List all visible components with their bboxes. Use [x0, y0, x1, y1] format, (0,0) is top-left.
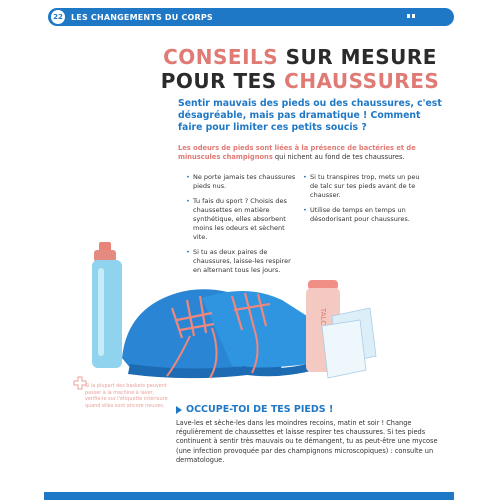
- tip-item: • Si tu as deux paires de chaussures, laisse-les respirer en alternant tous les jours.: [186, 248, 296, 275]
- title-word-conseils: CONSEILS: [163, 45, 279, 69]
- body-paragraph: Lave-les et sèche-les dans les moindres recoins, matin et soir ! Change régulièrement de chaussettes et laisse respirer tes chaussures. Si tes pieds continuent à sentir très mauvais ou te démangent, tu as peut-être une mycose (une infection provoquée par des champignons microscopiques) : consulte un dermatologue.: [176, 419, 438, 464]
- shoe-illustration: [82, 238, 378, 390]
- footer-bar: [44, 492, 454, 500]
- page-title: [150, 45, 450, 93]
- sneakers-icon: [122, 289, 317, 378]
- arrow-icon: [176, 406, 182, 414]
- intro-text: Sentir mauvais des pieds ou des chaussures, c'est désagréable, mais pas dramatique ! Comment faire pour limiter ces petits soucis ?: [178, 98, 442, 133]
- title-word-sur-mesure: SUR MESURE: [278, 45, 437, 69]
- lead-paragraph: [178, 144, 458, 162]
- title-word-pour-tes: POUR TES: [160, 69, 285, 93]
- title-word-chaussures: CHAUSSURES: [284, 69, 440, 93]
- side-note-text: Si la plupart des baskets peuvent passer à la machine à laver, vérifie-le sur l'étiquette intérieure quand elles sont encore neuves.: [85, 383, 168, 409]
- lead-highlight: Les odeurs de pieds sont liées à la présence de bactéries et de minuscules champignons: [178, 144, 416, 161]
- page-number: 22: [51, 10, 65, 24]
- tip-item: • Si tu transpires trop, mets un peu de talc sur tes pieds avant de te chausser.: [303, 173, 423, 200]
- section-title: LES CHANGEMENTS DU CORPS: [71, 12, 213, 22]
- subheading-text: OCCUPE-TOI DE TES PIEDS !: [186, 404, 334, 415]
- brand-logo-icon: [404, 10, 418, 24]
- section-header-bar: [48, 8, 454, 26]
- tips-right-column: [303, 173, 423, 230]
- spray-bottle-icon: [92, 242, 122, 368]
- talc-label: TALC: [319, 308, 327, 326]
- subheading: [176, 404, 333, 415]
- tip-item: • Utilise de temps en temps un désodorisant pour chaussures.: [303, 206, 423, 224]
- tip-item: • Ne porte jamais tes chaussures pieds nus.: [186, 173, 296, 191]
- tip-item: • Tu fais du sport ? Choisis des chaussettes en matière synthétique, elles absorbent moins les odeurs et sèchent vite.: [186, 197, 296, 242]
- lead-rest: qui nichent au fond de tes chaussures.: [272, 153, 405, 161]
